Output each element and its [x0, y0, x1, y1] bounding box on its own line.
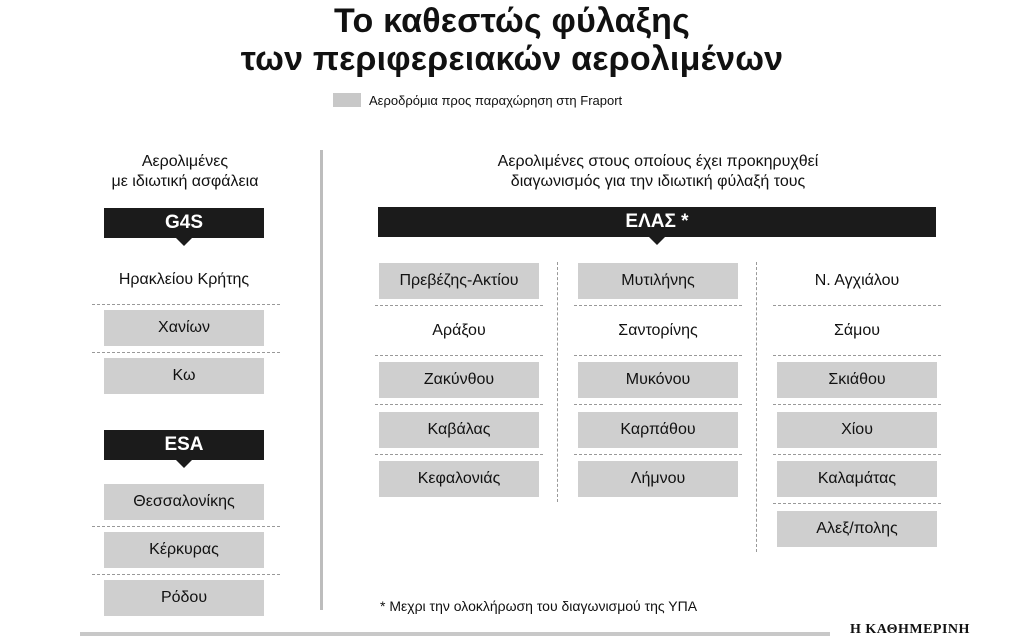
credit-logo: Η ΚΑΘΗΜΕΡΙΝΗ [850, 622, 970, 637]
airport-cell: Κέρκυρας [104, 532, 264, 568]
row-separator [92, 304, 280, 305]
airport-cell: Πρεβέζης-Ακτίου [379, 263, 539, 299]
airport-cell: Μυτιλήνης [578, 263, 738, 299]
row-separator [92, 574, 280, 575]
row-separator [375, 454, 543, 455]
row-separator [773, 454, 941, 455]
row-separator [773, 503, 941, 504]
group-bar-g4s: G4S [104, 208, 264, 238]
row-separator [375, 404, 543, 405]
airport-cell: Ν. Αγχιάλου [814, 272, 900, 289]
airport-cell: Καλαμάτας [777, 461, 937, 497]
page-title-line1: Το καθεστώς φύλαξης [334, 2, 690, 40]
page-title-line2: των περιφερειακών αερολιμένων [240, 40, 784, 78]
row-separator [574, 454, 742, 455]
column-separator [756, 262, 757, 552]
group-bar-pointer [176, 460, 192, 468]
airport-cell: Σάμου [833, 321, 880, 339]
row-separator [574, 404, 742, 405]
row-separator [773, 355, 941, 356]
private-heading-line1: Αερολιμένες [141, 153, 229, 170]
airport-cell: Χίου [777, 412, 937, 448]
airport-cell: Λήμνου [578, 461, 738, 497]
legend-swatch [333, 93, 361, 107]
group-bar-esa: ESA [104, 430, 264, 460]
airport-cell: Καβάλας [379, 412, 539, 448]
airport-cell: Ηρακλείου Κρήτης [118, 271, 250, 288]
bottom-rule [80, 632, 830, 636]
footnote: * Μεχρι την ολοκλήρωση του διαγωνισμού της ΥΠΑ [380, 598, 698, 614]
legend-label: Αεροδρόμια προς παραχώρηση στη Fraport [369, 92, 623, 108]
airport-cell: Σαντορίνης [618, 321, 698, 339]
row-separator [92, 526, 280, 527]
airport-cell: Καρπάθου [578, 412, 738, 448]
legend [333, 92, 622, 108]
group-bar-pointer [649, 237, 665, 245]
section-divider [320, 150, 323, 610]
row-separator [574, 305, 742, 306]
airport-cell: Θεσσαλονίκης [104, 484, 264, 520]
group-bar-elas: ΕΛΑΣ * [378, 207, 936, 237]
airport-cell: Αράξου [432, 321, 486, 339]
airport-cell: Ζακύνθου [379, 362, 539, 398]
airport-cell: Αλεξ/πολης [777, 511, 937, 547]
column-separator [557, 262, 558, 502]
tender-heading-line2: διαγωνισμός για την ιδιωτική φύλαξή τους [510, 173, 806, 190]
row-separator [773, 404, 941, 405]
row-separator [375, 305, 543, 306]
row-separator [773, 305, 941, 306]
airport-cell: Χανίων [104, 310, 264, 346]
airport-cell: Κεφαλονιάς [379, 461, 539, 497]
row-separator [375, 355, 543, 356]
airport-cell: Κω [104, 358, 264, 394]
airport-cell: Σκιάθου [777, 362, 937, 398]
group-bar-pointer [176, 238, 192, 246]
private-heading-line2: με ιδιωτική ασφάλεια [111, 173, 259, 190]
airport-cell: Ρόδου [104, 580, 264, 616]
tender-heading-line1: Αερολιμένες στους οποίους έχει προκηρυχθεί [497, 153, 819, 170]
airport-cell: Μυκόνου [578, 362, 738, 398]
row-separator [574, 355, 742, 356]
row-separator [92, 352, 280, 353]
